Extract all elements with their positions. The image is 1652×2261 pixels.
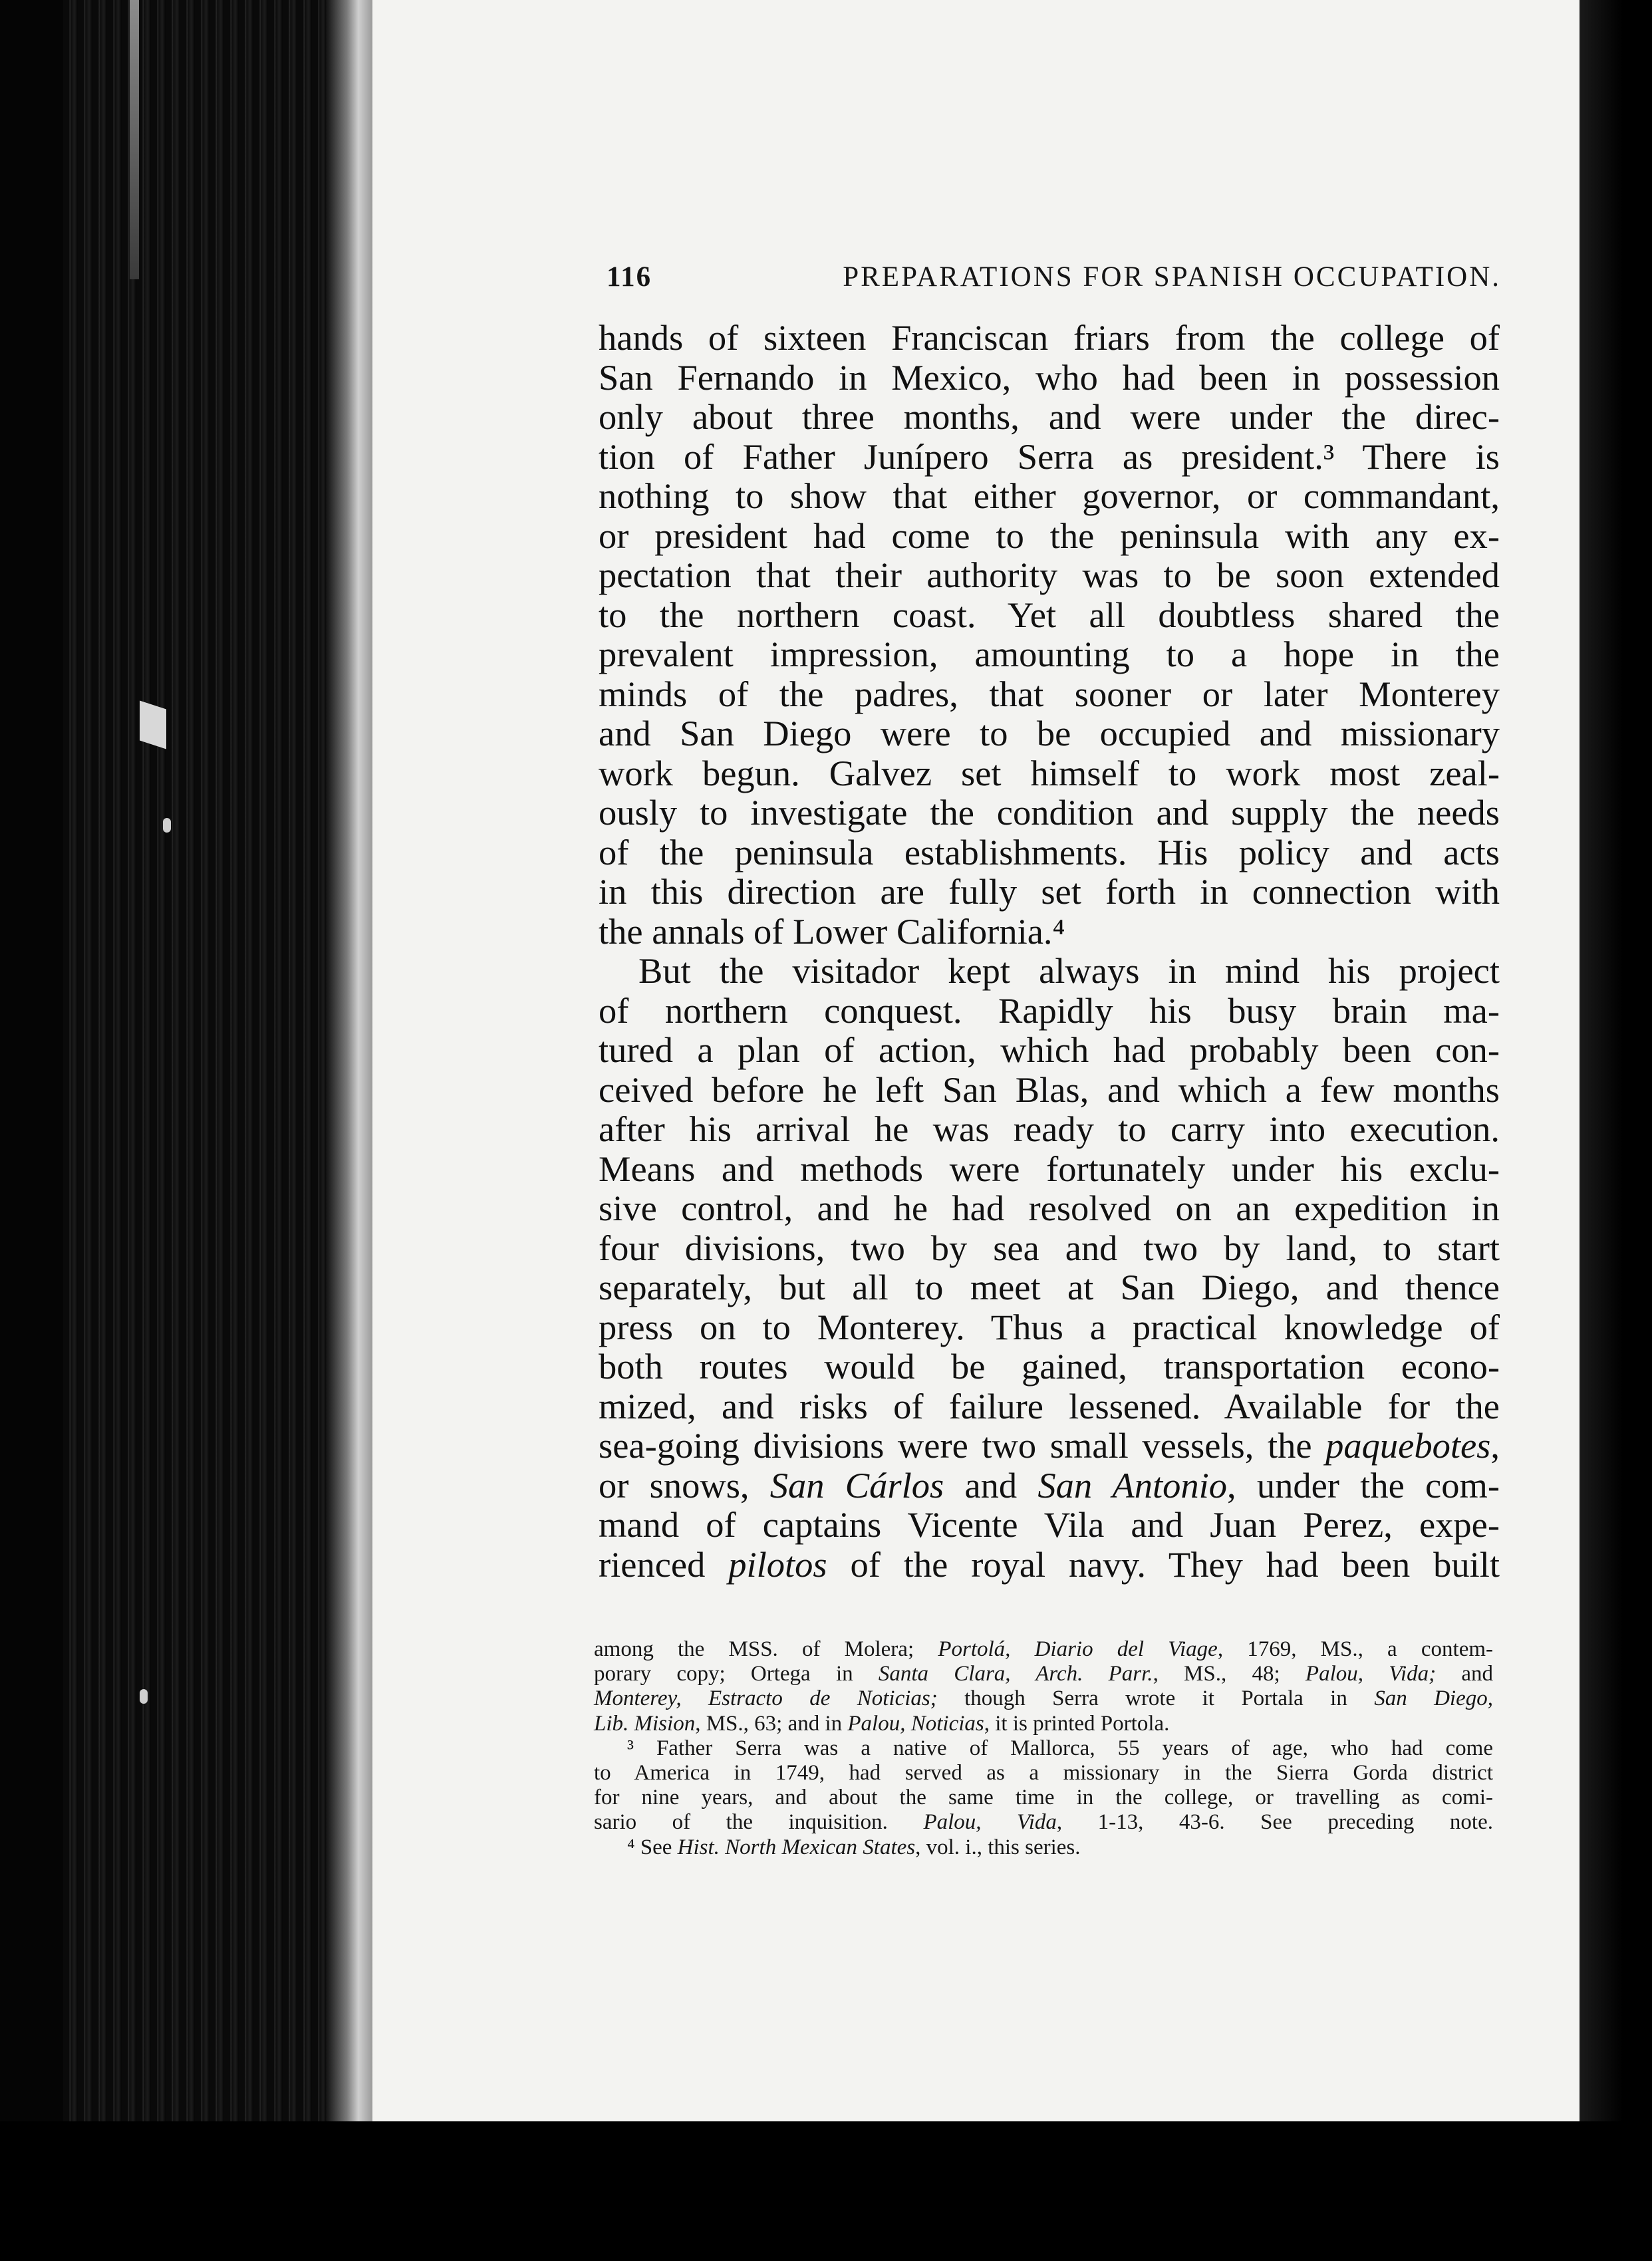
footnote-line — [594, 1712, 1493, 1736]
footnote-text: among the MSS. of Molera; — [594, 1637, 938, 1661]
ship-name: San Antonio — [1037, 1464, 1227, 1506]
citation-title: Palou, Noticias — [847, 1711, 984, 1736]
text-line — [599, 1426, 1500, 1466]
text-line: or president had come to the peninsula with any ex- — [599, 515, 1500, 556]
text-line: both routes would be gained, transportation econo- — [599, 1346, 1500, 1387]
citation-title: Hist. North Mexican States — [677, 1835, 916, 1859]
footnote-text: , 1769, MS., a contem- — [1217, 1637, 1494, 1661]
footnote-line: for nine years, and about the same time in the college, or travelling as comi- — [594, 1786, 1493, 1810]
text-line: of northern conquest. Rapidly his busy brain ma- — [599, 990, 1500, 1031]
text-segment: or snows, — [599, 1464, 770, 1506]
text-line — [599, 1545, 1500, 1585]
text-line: sive control, and he had resolved on an expedition in — [599, 1188, 1500, 1228]
text-line: after his arrival he was ready to carry into execution. — [599, 1109, 1500, 1149]
text-line: to the northern coast. Yet all doubtless shared the — [599, 594, 1500, 635]
footnote-text: and — [1436, 1662, 1493, 1686]
ship-name: San Cárlos — [769, 1464, 944, 1506]
text-segment: and — [944, 1464, 1038, 1506]
book-page-edges — [0, 0, 372, 2261]
running-head — [607, 261, 1501, 301]
text-line: press on to Monterey. Thus a practical knowledge of — [599, 1306, 1500, 1347]
scan-bottom-background — [0, 2121, 1652, 2261]
footnote-text: , MS., 63; and in — [695, 1711, 848, 1736]
footnote-text: , vol. i., this series. — [915, 1835, 1081, 1859]
text-segment: , under the com- — [1226, 1464, 1500, 1506]
paragraph-first-line: But the visitador kept always in mind his project — [638, 950, 1500, 991]
text-segment: sea-going divisions were two small vessels, the — [599, 1425, 1326, 1466]
text-segment: , — [1490, 1425, 1500, 1466]
footnote-line — [594, 1810, 1493, 1835]
page-right-shadow — [1580, 0, 1652, 2261]
citation-title: Monterey, Estracto de Noticias; — [594, 1686, 938, 1711]
text-line: mand of captains Vicente Vila and Juan Perez, expe- — [599, 1504, 1500, 1545]
text-line: pectation that their authority was to be soon extended — [599, 555, 1500, 595]
text-segment: of the royal navy. They had been built — [827, 1543, 1500, 1585]
text-segment: rienced — [599, 1543, 729, 1585]
text-line: only about three months, and were under the direc- — [599, 396, 1500, 437]
citation-title: Portolá, Diario del Viage — [938, 1637, 1218, 1661]
footnote-text: , MS., 48; — [1153, 1662, 1306, 1686]
footnotes — [594, 1637, 1493, 1860]
text-line: Means and methods were fortunately under his exclu- — [599, 1148, 1500, 1189]
text-line: work begun. Galvez set himself to work most zeal- — [599, 752, 1500, 793]
text-line: hands of sixteen Franciscan friars from the college of — [599, 317, 1500, 358]
citation-title: Lib. Mision — [594, 1711, 696, 1736]
footnote-text: , 1-13, 43-6. See preceding note. — [1056, 1810, 1494, 1835]
footnote-text: ⁴ See — [627, 1835, 678, 1859]
paper-tab-mark — [140, 701, 166, 749]
text-line: ceived before he left San Blas, and which a few months — [599, 1069, 1500, 1110]
text-line: ously to investigate the condition and supply the needs — [599, 792, 1500, 833]
text-line: in this direction are fully set forth in connection with — [599, 871, 1500, 912]
citation-title: San Diego, — [1374, 1686, 1493, 1711]
text-line: tion of Father Junípero Serra as president.³ There is — [599, 436, 1500, 477]
text-line: minds of the padres, that sooner or later Monterey — [599, 673, 1500, 714]
citation-title: Santa Clara, Arch. Parr. — [878, 1662, 1153, 1686]
citation-title: Palou, Vida; — [1305, 1662, 1437, 1686]
spine-highlight — [130, 0, 139, 279]
text-line — [599, 1466, 1500, 1506]
text-line: San Fernando in Mexico, who had been in possession — [599, 356, 1500, 398]
chapter-title: PREPARATIONS FOR SPANISH OCCUPATION. — [843, 261, 1501, 293]
footnote-text: porary copy; Ortega in — [594, 1662, 879, 1686]
text-line: tured a plan of action, which had probably been con- — [599, 1029, 1500, 1070]
text-line: and San Diego were to be occupied and missionary — [599, 713, 1500, 753]
footnote-line — [594, 1686, 1493, 1711]
footnote-line — [594, 1835, 1493, 1860]
text-line: mized, and risks of failure lessened. Available for the — [599, 1385, 1500, 1426]
paper-speck — [140, 1689, 148, 1704]
footnote-line: to America in 1749, had served as a missionary in the Sierra Gorda district — [594, 1761, 1493, 1786]
footnote-line — [594, 1637, 1493, 1662]
paper-speck — [163, 818, 171, 833]
text-line: nothing to show that either governor, or commandant, — [599, 475, 1500, 516]
italic-term: pilotos — [728, 1543, 827, 1585]
stacked-page-edges — [63, 0, 372, 2121]
text-line: prevalent impression, amounting to a hope in the — [599, 634, 1500, 674]
page-number: 116 — [607, 261, 652, 293]
text-line: of the peninsula establishments. His policy and acts — [599, 831, 1500, 872]
footnote-text: though Serra wrote it Portala in — [937, 1686, 1375, 1711]
footnote-line — [594, 1662, 1493, 1686]
paragraph-end-line: the annals of Lower California.⁴ — [599, 910, 1065, 952]
footnote-line: ³ Father Serra was a native of Mallorca, 55 years of age, who had come — [627, 1736, 1493, 1760]
text-line: separately, but all to meet at San Diego, and thence — [599, 1267, 1500, 1307]
citation-title: Palou, Vida — [923, 1810, 1057, 1835]
footnote-text: , it is printed Portola. — [984, 1711, 1170, 1736]
italic-term: paquebotes — [1325, 1425, 1491, 1466]
footnote-text: sario of the inquisition. — [594, 1810, 924, 1835]
body-text — [599, 318, 1500, 1584]
text-line: four divisions, two by sea and two by land, to start — [599, 1227, 1500, 1268]
